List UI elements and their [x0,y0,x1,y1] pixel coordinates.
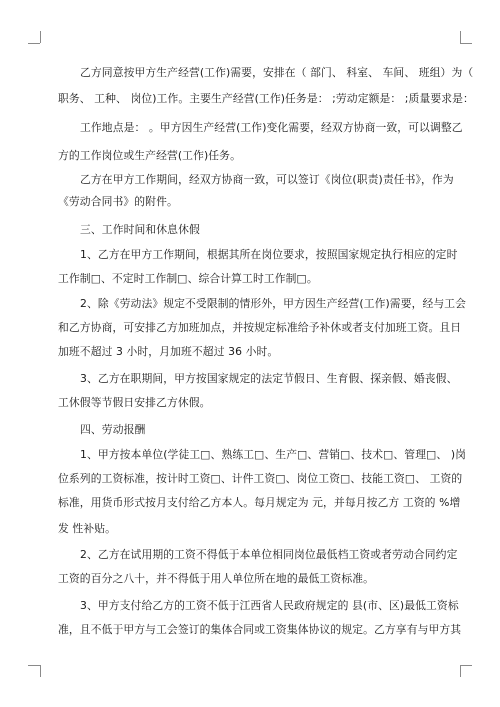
text-line: 方的工作岗位或生产经营(工作)任务。 [58,149,241,162]
text-line: 发 性补贴。 [58,522,117,535]
text-line: 乙方同意按甲方生产经营(工作)需要，安排在（ 部门、 科室、 车间、 班组）为（ [80,66,474,79]
text-line: 位系列的工资标准，按计时工资□、计件工资□、岗位工资□、技能工资□、 工资的 [58,472,463,485]
text-line: 和乙方协商，可安排乙方加班加点，并按规定标准给予补休或者支付加班工资。且日 [58,321,462,334]
text-line: 乙方在甲方工作期间，经双方协商一致，可以签订《岗位(职责)责任书》，作为 [80,173,454,186]
section-heading: 四、劳动报酬 [80,423,146,436]
crop-mark-bottom-right-v [460,665,461,677]
crop-mark-top-left-v [40,31,41,43]
text-line: 2、乙方在试用期的工资不得低于本单位相同岗位最低档工资或者劳动合同约定 [80,548,458,561]
text-line: 职务、 工种、 岗位)工作。主要生产经营(工作)任务是： ;劳动定额是： ;质量要求是： [58,92,474,105]
text-line: 工资的百分之八十，并不得低于用人单位所在地的最低工资标准。 [58,572,375,585]
crop-mark-bottom-right-h [460,665,472,666]
text-line: 工休假等节假日安排乙方休假。 [58,396,211,409]
text-line: 加班不超过 3 小时，月加班不超过 36 小时。 [58,345,279,358]
text-line: 工作地点是： 。甲方因生产经营(工作)变化需要，经双方协商一致，可以调整乙 [80,121,463,134]
text-line: 3、甲方支付给乙方的工资不低于江西省人民政府规定的 县(市、区)最低工资标 [80,599,459,612]
text-line: 2、除《劳动法》规定不受限制的情形外，甲方因生产经营(工作)需要，经与工会 [80,297,467,310]
crop-mark-bottom-left-h [28,665,40,666]
crop-mark-top-left-h [28,43,40,44]
text-line: 工作制□、不定时工作制□、综合计算工时工作制□。 [58,272,318,285]
section-heading: 三、工作时间和休息休假 [80,223,200,236]
text-line: 1、乙方在甲方工作期间，根据其所在岗位要求，按照国家规定执行相应的定时 [80,248,458,261]
crop-mark-top-right-v [460,31,461,43]
crop-mark-top-right-h [460,43,472,44]
crop-mark-bottom-left-v [40,665,41,677]
text-line: 准，且不低于甲方与工会签订的集体合同或工资集体协议的规定。乙方享有与甲方其 [58,623,462,636]
text-line: 《劳动合同书》的附件。 [58,195,178,208]
text-line: 1、甲方按本单位(学徒工□、熟练工□、生产□、营销□、技术□、管理□、 )岗 [80,448,467,461]
text-line: 3、乙方在职期间，甲方按国家规定的法定节假日、生育假、探亲假、婚丧假、 [80,372,458,385]
text-line: 标准，用货币形式按月支付给乙方本人。每月规定为 元，并每月按乙方 工资的 %增 [58,496,461,509]
